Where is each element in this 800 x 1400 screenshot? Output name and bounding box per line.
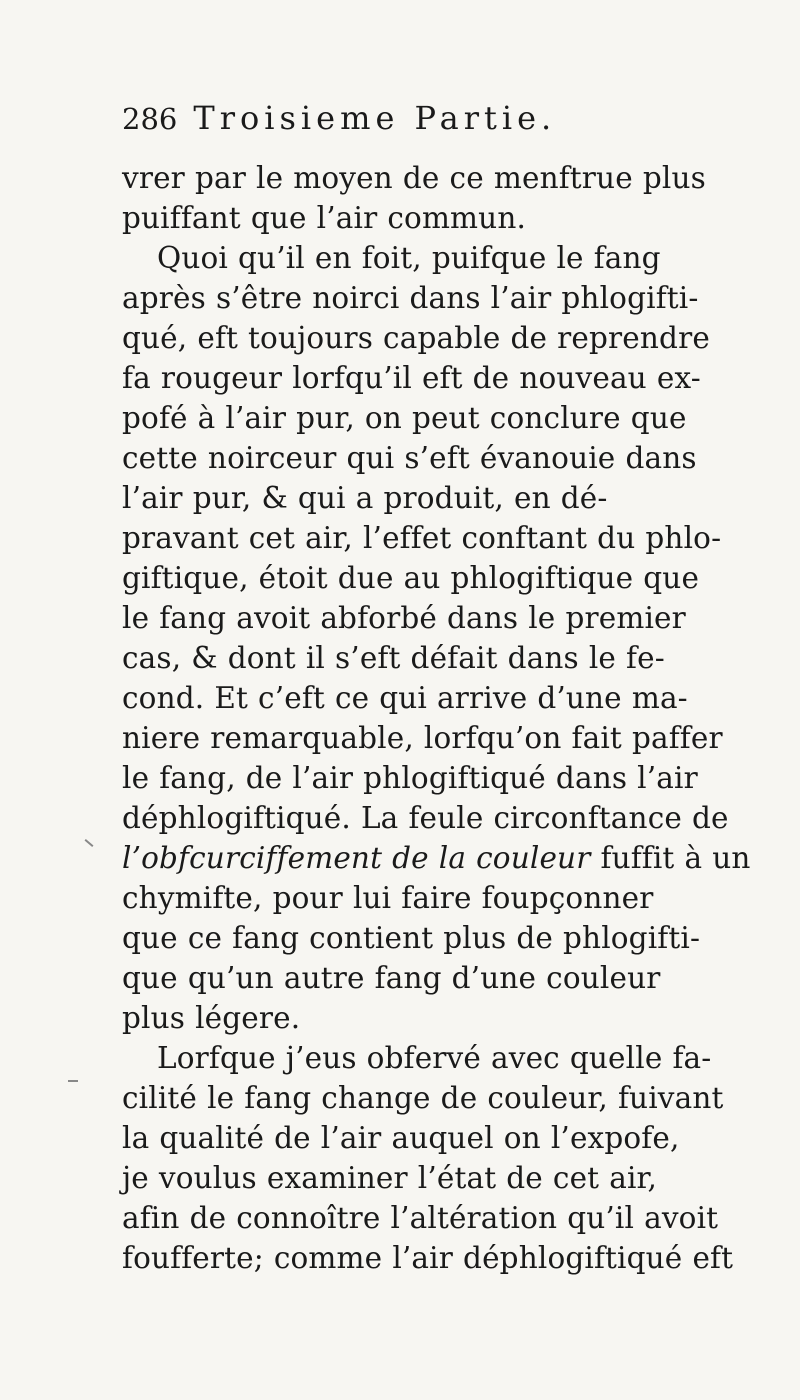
text-line: après s’être noirci dans l’air phlogifti- (122, 281, 699, 315)
text-line: cond. Et c’eft ce qui arrive d’une ma- (122, 681, 688, 715)
text-line: fa rougeur lorfqu’il eft de nouveau ex- (122, 361, 701, 395)
page-number: 286 (122, 102, 178, 136)
running-head (122, 99, 722, 149)
text-line: niere remarquable, lorfqu’on fait paffer (122, 721, 723, 755)
text-line: le fang, de l’air phlogiftiqué dans l’air (122, 761, 698, 795)
text-line: afin de connoître l’altération qu’il avoit (122, 1201, 719, 1235)
text-line: que ce fang contient plus de phlogifti- (122, 921, 701, 955)
text-line: cas, & dont il s’eft défait dans le fe- (122, 641, 665, 675)
text-line: je voulus examiner l’état de cet air, (122, 1161, 658, 1195)
paragraph-start-line: Quoi qu’il en foit, puifque le fang (157, 241, 661, 275)
text-line: plus légere. (122, 1001, 301, 1035)
text-line: cette noirceur qui s’eft évanouie dans (122, 441, 697, 475)
section-title: Troisieme Partie. (193, 99, 557, 137)
text-fragment: fuffit à un (590, 841, 751, 875)
text-line: chymifte, pour lui faire foupçonner (122, 881, 654, 915)
text-line: foufferte; comme l’air déphlogiftiqué eft (122, 1241, 734, 1275)
text-line: giftique, étoit due au phlogiftique que (122, 561, 700, 595)
body-text (122, 158, 751, 1278)
paragraph-start-line: Lorfque j’eus obfervé avec quelle fa- (157, 1041, 712, 1075)
text-line: pravant cet air, l’effet conftant du phlo- (122, 521, 722, 555)
text-line: pofé à l’air pur, on peut conclure que (122, 401, 687, 435)
text-line: qué, eft toujours capable de reprendre (122, 321, 710, 355)
text-line: le fang avoit abforbé dans le premier (122, 601, 686, 635)
margin-mark (68, 1080, 78, 1082)
text-line: cilité le fang change de couleur, fuivant (122, 1081, 724, 1115)
text-line: déphlogiftiqué. La feule circonftance de (122, 801, 729, 835)
text-line: vrer par le moyen de ce menftrue plus (122, 161, 706, 195)
text-line: l’air pur, & qui a produit, en dé- (122, 481, 608, 515)
text-line: que qu’un autre fang d’une couleur (122, 961, 661, 995)
margin-mark (85, 839, 94, 847)
text-line-italic (122, 838, 751, 878)
text-line: la qualité de l’air auquel on l’expofe, (122, 1121, 680, 1155)
italic-phrase: l’obfcurciffement de la couleur (122, 841, 591, 875)
text-line: puiffant que l’air commun. (122, 201, 527, 235)
